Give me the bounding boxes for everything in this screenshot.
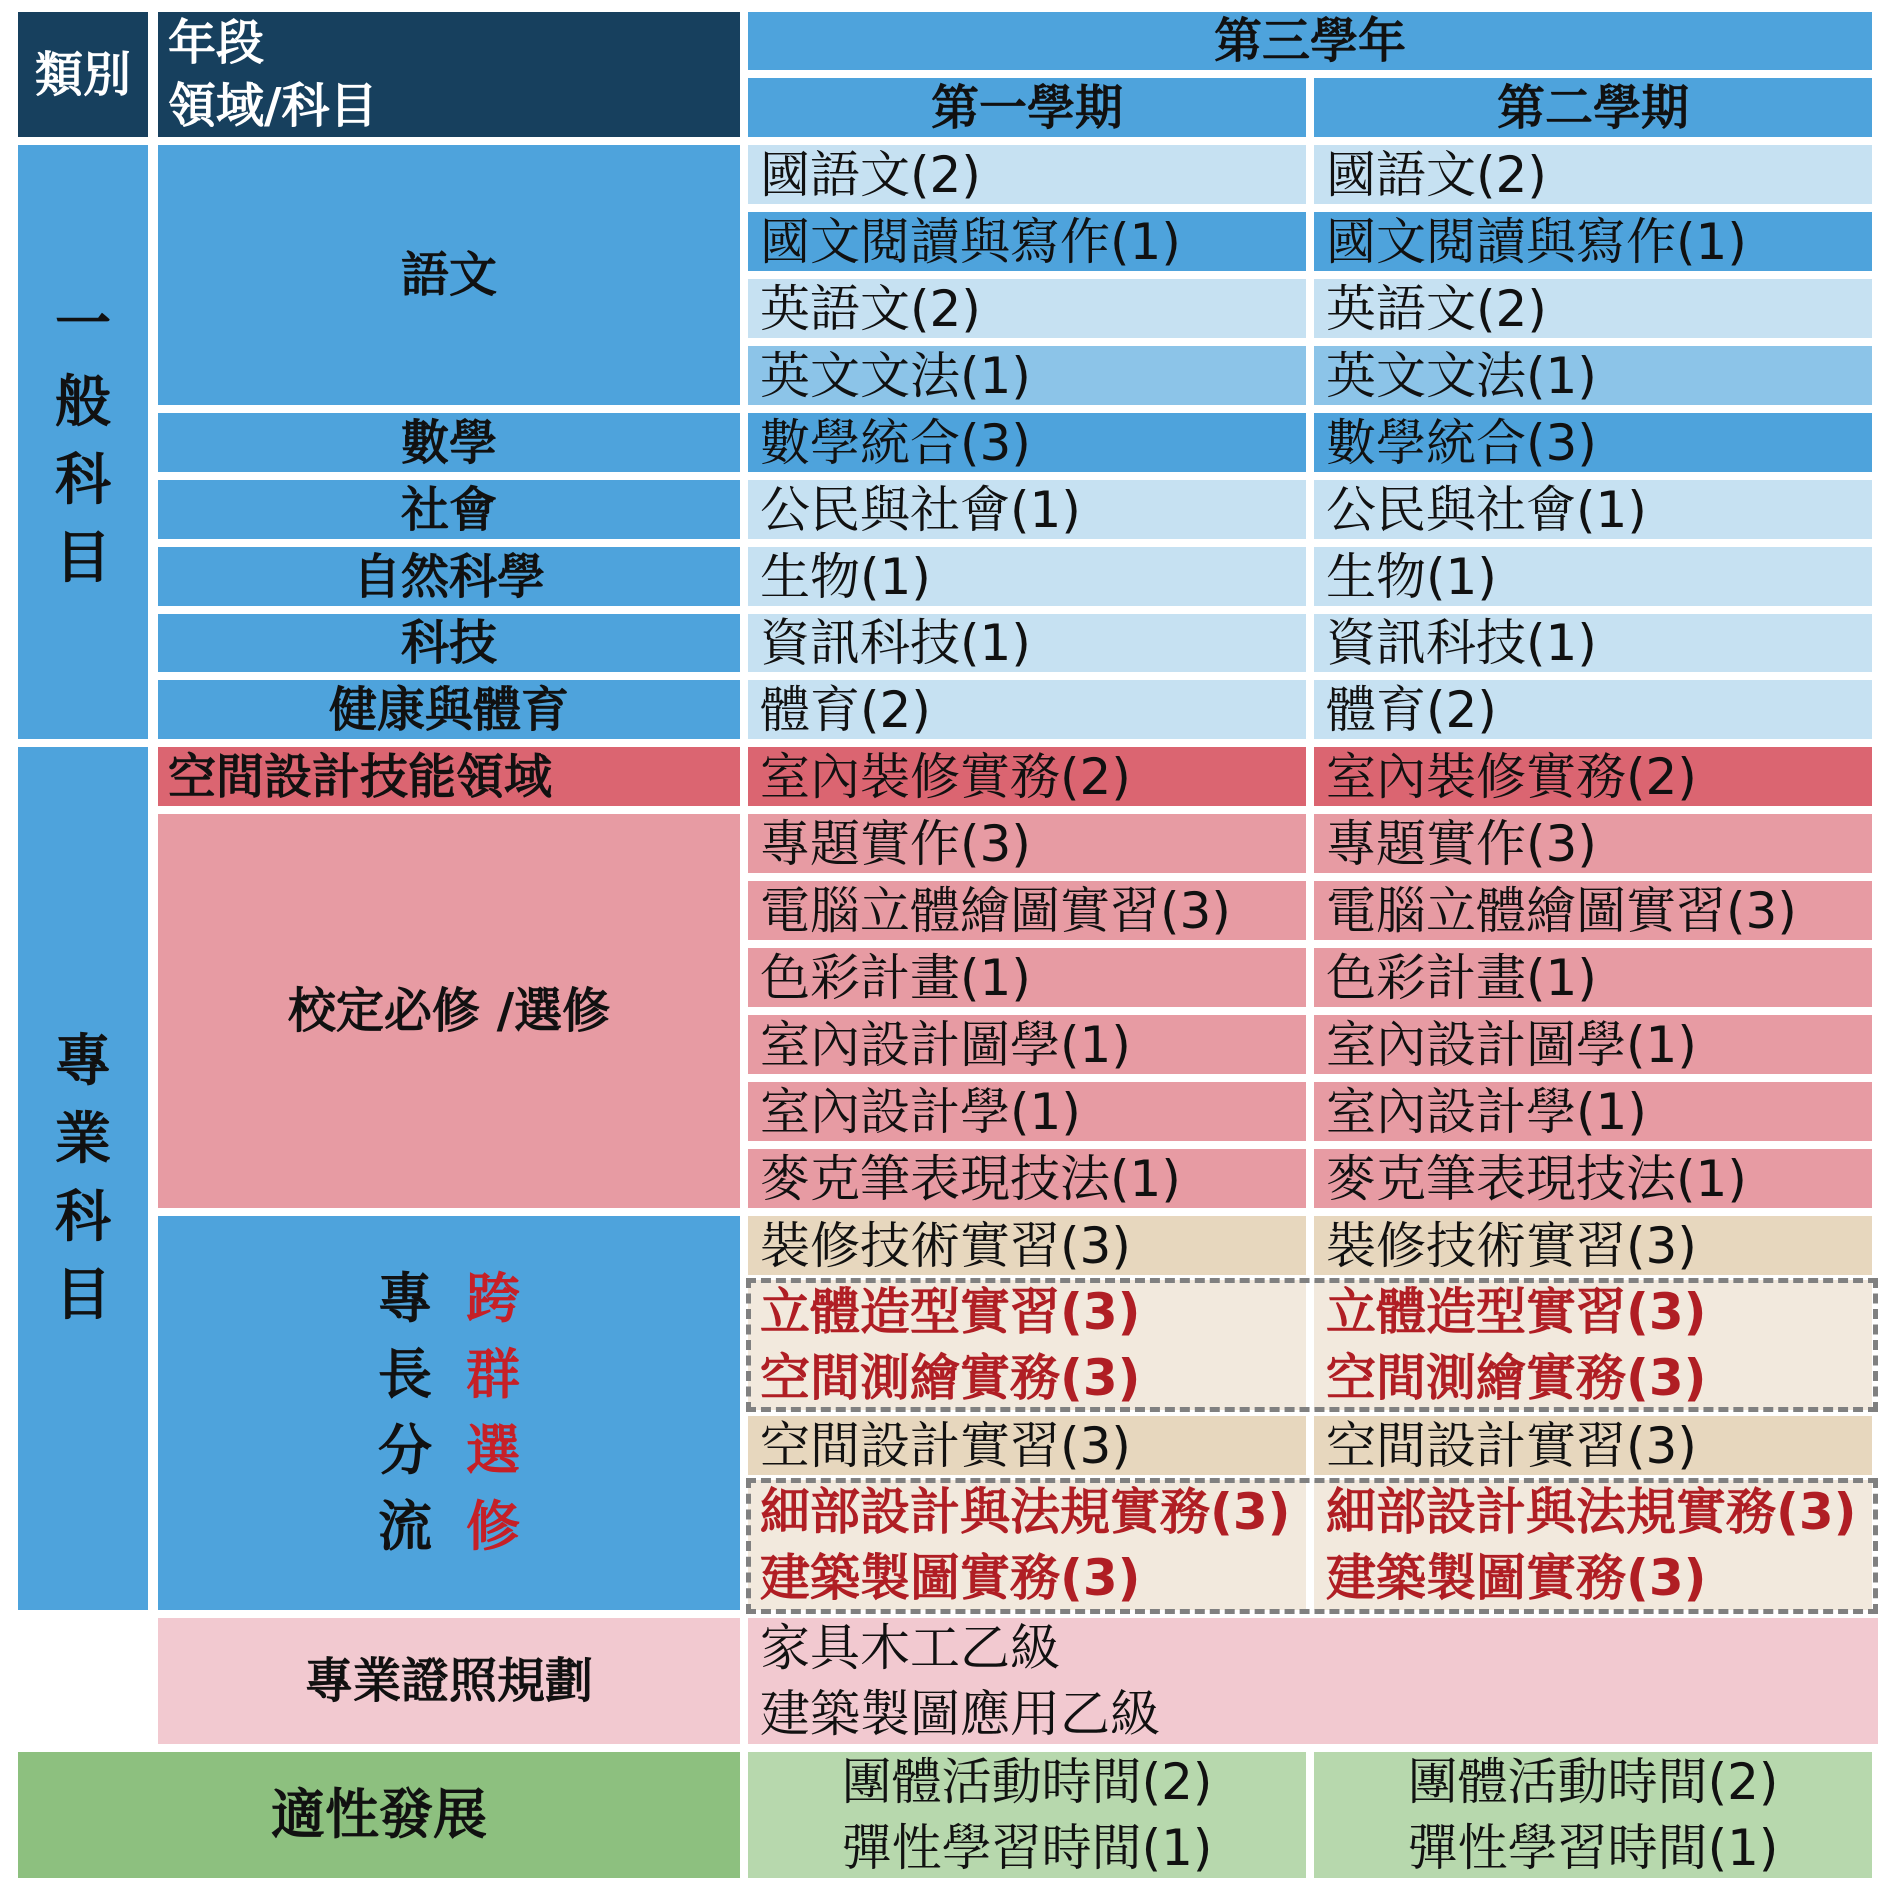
course-s2-cross	[1314, 1280, 1872, 1410]
course-label: 國語文(2)	[760, 145, 981, 204]
professional-char-3: 科	[55, 1184, 111, 1250]
course-label: 色彩計畫(1)	[1326, 948, 1597, 1007]
track-char: 專	[378, 1267, 432, 1330]
aptitude-item: 團體活動時間(2)	[841, 1753, 1213, 1811]
course-label: 室內設計圖學(1)	[760, 1015, 1131, 1074]
course-label: 空間設計實習(3)	[1326, 1416, 1697, 1475]
general-char-3: 科	[55, 448, 111, 513]
course-s1-school	[748, 1015, 1306, 1074]
area-social-label: 社會	[400, 481, 497, 538]
general-char-2: 般	[55, 370, 111, 435]
professional-char-4: 目	[55, 1262, 111, 1328]
course-label: 立體造型實習(3)	[1326, 1283, 1707, 1341]
general-category	[18, 145, 148, 739]
course-s1-general	[748, 614, 1306, 672]
area-language-label: 語文	[400, 247, 497, 303]
certificate-item: 建築製圖應用乙級	[760, 1685, 1160, 1743]
aptitude-item: 彈性學習時間(1)	[1407, 1819, 1779, 1877]
area-language	[158, 145, 740, 405]
cross-char: 修	[466, 1495, 520, 1558]
course-label: 專題實作(3)	[1326, 814, 1597, 873]
header-stage-domain	[158, 12, 740, 137]
track-char: 長	[378, 1343, 432, 1406]
course-s1-general	[748, 547, 1306, 606]
course-label: 國文閱讀與寫作(1)	[760, 212, 1181, 271]
area-certificate-label: 專業證照規劃	[304, 1653, 593, 1709]
course-s2-school	[1314, 948, 1872, 1007]
cross-group-chars	[466, 1261, 520, 1565]
general-char-4: 目	[55, 526, 111, 591]
course-s1-general	[748, 145, 1306, 204]
area-math	[158, 413, 740, 472]
category-label: 類別	[34, 46, 131, 103]
course-label: 電腦立體繪圖實習(3)	[1326, 881, 1797, 940]
course-s2-school	[1314, 1149, 1872, 1208]
area-certificate	[158, 1618, 740, 1744]
course-s2-general	[1314, 413, 1872, 472]
area-science	[158, 547, 740, 606]
header-category	[18, 12, 148, 137]
cross-char: 跨	[466, 1267, 520, 1330]
course-s1-general	[748, 279, 1306, 338]
course-s1-general	[748, 680, 1306, 739]
course-s2-general	[1314, 680, 1872, 739]
course-s2-general	[1314, 547, 1872, 606]
course-label: 英文文法(1)	[1326, 346, 1597, 405]
aptitude-item: 彈性學習時間(1)	[841, 1819, 1213, 1877]
aptitude-item: 團體活動時間(2)	[1407, 1753, 1779, 1811]
certificate-item: 家具木工乙級	[760, 1619, 1060, 1677]
course-label: 英語文(2)	[760, 279, 981, 338]
area-tech-label: 科技	[400, 615, 497, 671]
professional-category	[18, 747, 148, 1610]
cross-char: 群	[466, 1343, 520, 1406]
area-math-label: 數學	[400, 414, 497, 471]
course-label: 國語文(2)	[1326, 145, 1547, 204]
course-s1-general	[748, 212, 1306, 271]
course-s2-track	[1314, 1416, 1872, 1475]
course-s2-general	[1314, 279, 1872, 338]
course-label: 體育(2)	[760, 680, 931, 739]
course-label: 數學統合(3)	[760, 413, 1031, 472]
course-label: 室內設計圖學(1)	[1326, 1015, 1697, 1074]
course-s1-school	[748, 1149, 1306, 1208]
course-label: 色彩計畫(1)	[760, 948, 1031, 1007]
course-label: 室內裝修實務(2)	[760, 747, 1131, 806]
course-s1-school	[748, 881, 1306, 940]
area-skill	[158, 747, 740, 806]
course-label: 資訊科技(1)	[1326, 614, 1597, 672]
certificate-list	[748, 1618, 1878, 1744]
track-char: 流	[378, 1495, 432, 1558]
course-label: 細部設計與法規實務(3)	[1326, 1483, 1857, 1541]
course-label: 數學統合(3)	[1326, 413, 1597, 472]
course-label: 英文文法(1)	[760, 346, 1031, 405]
track-left-chars	[378, 1261, 432, 1565]
track-char: 分	[378, 1419, 432, 1482]
year-label: 第三學年	[1213, 13, 1406, 69]
course-s2-general	[1314, 212, 1872, 271]
course-s1-school	[748, 1082, 1306, 1141]
course-s1-school	[748, 814, 1306, 873]
course-label: 生物(1)	[1326, 547, 1497, 606]
course-label: 英語文(2)	[1326, 279, 1547, 338]
course-label: 麥克筆表現技法(1)	[1326, 1149, 1747, 1208]
area-science-label: 自然科學	[352, 548, 545, 605]
professional-char-2: 業	[55, 1106, 111, 1172]
header-semester-2	[1314, 78, 1872, 137]
course-label: 室內裝修實務(2)	[1326, 747, 1697, 806]
area-aptitude	[18, 1752, 740, 1878]
course-label: 電腦立體繪圖實習(3)	[760, 881, 1231, 940]
course-label: 專題實作(3)	[760, 814, 1031, 873]
course-label: 生物(1)	[760, 547, 931, 606]
course-s2-track	[1314, 1216, 1872, 1275]
course-s2-general	[1314, 480, 1872, 539]
course-label: 公民與社會(1)	[760, 480, 1081, 539]
course-label: 空間測繪實務(3)	[760, 1349, 1141, 1407]
area-tech	[158, 614, 740, 672]
header-year	[748, 12, 1872, 70]
course-s1-general	[748, 346, 1306, 405]
area-school-label: 校定必修 /選修	[287, 983, 611, 1039]
area-health-label: 健康與體育	[328, 681, 569, 738]
professional-char-1: 專	[55, 1028, 111, 1094]
course-label: 細部設計與法規實務(3)	[760, 1483, 1291, 1541]
area-social	[158, 480, 740, 539]
cross-char: 選	[466, 1419, 520, 1482]
course-label: 室內設計學(1)	[760, 1082, 1081, 1141]
general-char-1: 一	[55, 292, 111, 357]
course-s2-general	[1314, 614, 1872, 672]
course-s2-school	[1314, 1015, 1872, 1074]
course-s2-cross	[1314, 1480, 1872, 1610]
course-label: 麥克筆表現技法(1)	[760, 1149, 1181, 1208]
course-label: 立體造型實習(3)	[760, 1283, 1141, 1341]
course-s1-cross	[748, 1280, 1306, 1410]
course-label: 空間設計實習(3)	[760, 1416, 1131, 1475]
course-label: 室內設計學(1)	[1326, 1082, 1647, 1141]
course-s1-cross	[748, 1480, 1306, 1610]
course-label: 公民與社會(1)	[1326, 480, 1647, 539]
course-label: 資訊科技(1)	[760, 614, 1031, 672]
course-s2-general	[1314, 145, 1872, 204]
course-s2-school	[1314, 814, 1872, 873]
aptitude-s1	[748, 1752, 1306, 1878]
course-label: 建築製圖實務(3)	[760, 1549, 1141, 1607]
area-aptitude-label: 適性發展	[271, 1783, 487, 1846]
course-label: 國文閱讀與寫作(1)	[1326, 212, 1747, 271]
course-s2-school	[1314, 881, 1872, 940]
course-label: 建築製圖實務(3)	[1326, 1549, 1707, 1607]
area-health	[158, 680, 740, 739]
course-s2-skill	[1314, 747, 1872, 806]
area-skill-label: 空間設計技能領域	[168, 748, 553, 805]
course-s1-track	[748, 1216, 1306, 1275]
sem2-label: 第二學期	[1496, 79, 1689, 136]
course-s1-general	[748, 480, 1306, 539]
course-label: 空間測繪實務(3)	[1326, 1349, 1707, 1407]
course-label: 裝修技術實習(3)	[760, 1216, 1131, 1275]
course-label: 體育(2)	[1326, 680, 1497, 739]
stage-label: 年段	[168, 15, 265, 72]
header-semester-1	[748, 78, 1306, 137]
aptitude-s2	[1314, 1752, 1872, 1878]
course-s1-general	[748, 413, 1306, 472]
course-s1-school	[748, 948, 1306, 1007]
sem1-label: 第一學期	[930, 79, 1123, 136]
course-label: 裝修技術實習(3)	[1326, 1216, 1697, 1275]
course-s1-skill	[748, 747, 1306, 806]
area-school	[158, 814, 740, 1208]
area-track	[158, 1216, 740, 1610]
course-s2-general	[1314, 346, 1872, 405]
course-s1-track	[748, 1416, 1306, 1475]
domain-label: 領域/科目	[168, 77, 378, 134]
course-s2-school	[1314, 1082, 1872, 1141]
